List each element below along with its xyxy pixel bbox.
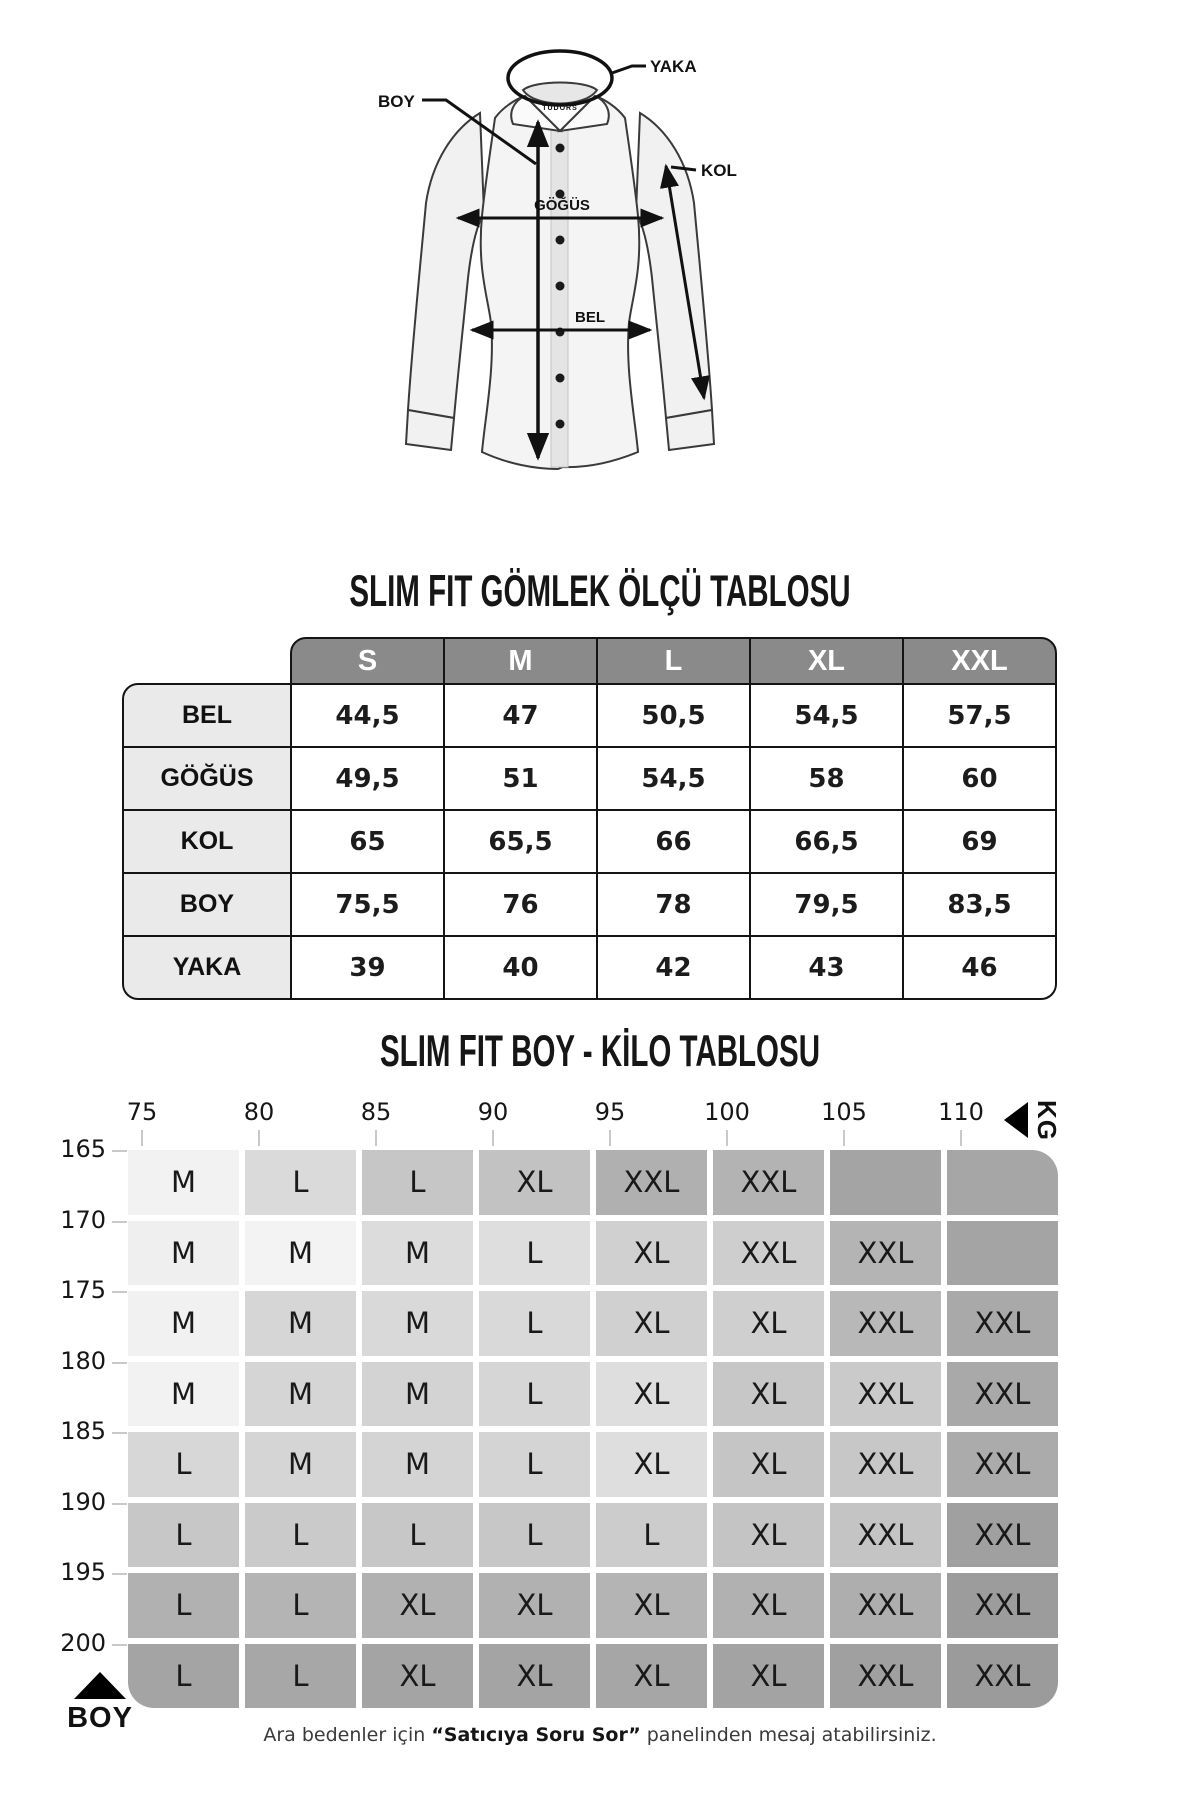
size-value-cell: 47 [443, 683, 598, 748]
fit-cell: M [362, 1291, 473, 1356]
size-value-cell: 78 [596, 872, 751, 937]
fit-cell: M [128, 1221, 239, 1286]
kg-tick-label: 75 [126, 1098, 158, 1126]
boy-tick-label: 180 [60, 1346, 106, 1375]
fit-cell: XL [713, 1573, 824, 1638]
brand-label: TUDORS [542, 105, 578, 112]
fit-cell: M [362, 1362, 473, 1427]
table-row [122, 683, 1057, 748]
shirt-diagram [330, 18, 790, 488]
boy-tick-mark [112, 1150, 127, 1152]
size-value-cell: 40 [443, 935, 598, 1000]
fit-cell: L [479, 1362, 590, 1427]
size-value-cell: 58 [749, 746, 904, 811]
footer-note [0, 1724, 1200, 1746]
size-col-header: S [290, 637, 445, 685]
boy-tick-label: 175 [60, 1276, 106, 1304]
fit-cell: L [362, 1150, 473, 1215]
fit-cell: L [128, 1432, 239, 1497]
boy-tick-label: 195 [60, 1558, 106, 1586]
fit-cell: L [479, 1432, 590, 1497]
size-value-cell: 51 [443, 746, 598, 811]
fit-cell: XXL [947, 1644, 1058, 1709]
size-col-header: M [443, 637, 598, 685]
fit-cell: L [245, 1150, 356, 1215]
kg-tick-label: 105 [821, 1098, 867, 1126]
size-value-cell: 49,5 [290, 746, 445, 811]
kg-tick-label: 100 [704, 1098, 750, 1126]
fit-cell: XXL [830, 1291, 941, 1356]
boy-tick-mark [112, 1432, 127, 1434]
size-value-cell: 39 [290, 935, 445, 1000]
fit-cell: XXL [830, 1432, 941, 1497]
kg-tick-mark [726, 1130, 728, 1146]
fit-cell: XXL [713, 1150, 824, 1215]
table-row [122, 935, 1057, 1000]
fit-cell: XL [596, 1291, 707, 1356]
boy-tick-label: 165 [60, 1135, 106, 1163]
fit-cell: XXL [947, 1291, 1058, 1356]
label-kol: KOL [701, 161, 737, 180]
fit-cell: XXL [830, 1362, 941, 1427]
fit-cell: XL [479, 1644, 590, 1709]
fit-cell: M [128, 1362, 239, 1427]
fit-cell: M [245, 1221, 356, 1286]
boy-tick-mark [112, 1573, 127, 1575]
size-table [122, 683, 1057, 1000]
table-row [122, 809, 1057, 874]
size-value-cell: 44,5 [290, 683, 445, 748]
boy-axis-unit: BOY [67, 1702, 133, 1734]
kg-tick-label: 85 [360, 1098, 392, 1126]
kg-tick-mark [960, 1130, 962, 1146]
size-value-cell: 79,5 [749, 872, 904, 937]
fit-cell: XL [596, 1573, 707, 1638]
fit-cell: XL [362, 1644, 473, 1709]
fit-cell: M [245, 1291, 356, 1356]
size-value-cell: 54,5 [596, 746, 751, 811]
fit-cell: M [245, 1362, 356, 1427]
fit-cell: L [128, 1573, 239, 1638]
fit-cell: XXL [713, 1221, 824, 1286]
size-col-header: XL [749, 637, 904, 685]
size-value-cell: 83,5 [902, 872, 1057, 937]
fit-cell: XXL [596, 1150, 707, 1215]
table-row [122, 746, 1057, 811]
fit-cell: XXL [830, 1503, 941, 1568]
boy-tick-mark [112, 1503, 127, 1505]
fit-cell: L [128, 1503, 239, 1568]
fit-cell: M [362, 1432, 473, 1497]
size-value-cell: 57,5 [902, 683, 1057, 748]
fit-cell: XL [713, 1362, 824, 1427]
kg-tick-mark [492, 1130, 494, 1146]
size-value-cell: 65 [290, 809, 445, 874]
kg-tick-label: 90 [477, 1098, 509, 1126]
fit-chart-title: SLIM FIT BOY - KİLO TABLOSU [379, 1026, 821, 1076]
fit-cell: XL [713, 1503, 824, 1568]
label-boy: BOY [378, 92, 415, 111]
size-value-cell: 50,5 [596, 683, 751, 748]
size-value-cell: 76 [443, 872, 598, 937]
footer-text-bold: “Satıcıya Soru Sor” [431, 1724, 641, 1746]
boy-tick-mark [112, 1644, 127, 1646]
kg-tick-mark [843, 1130, 845, 1146]
fit-cell: L [245, 1573, 356, 1638]
boy-tick-mark [112, 1221, 127, 1223]
fit-cell: XXL [830, 1644, 941, 1709]
fit-cell: XXL [947, 1503, 1058, 1568]
size-col-header: L [596, 637, 751, 685]
size-value-cell: 60 [902, 746, 1057, 811]
fit-cell: M [128, 1291, 239, 1356]
fit-cell: XL [596, 1432, 707, 1497]
size-value-cell: 43 [749, 935, 904, 1000]
fit-cell: L [479, 1503, 590, 1568]
fit-cell: XL [362, 1573, 473, 1638]
shirt-placket [551, 130, 568, 467]
row-label: BOY [122, 872, 292, 937]
kg-tick-label: 80 [243, 1098, 275, 1126]
label-yaka: YAKA [650, 57, 697, 76]
boy-tick-label: 185 [60, 1417, 106, 1445]
boy-tick-mark [112, 1291, 127, 1293]
size-value-cell: 54,5 [749, 683, 904, 748]
footer-text-after: panelinden mesaj atabilirsiniz. [640, 1724, 937, 1746]
fit-cell: L [479, 1221, 590, 1286]
kg-tick-label: 95 [594, 1098, 626, 1126]
size-value-cell: 66,5 [749, 809, 904, 874]
row-label: KOL [122, 809, 292, 874]
kg-tick-label: 110 [938, 1098, 984, 1126]
kg-tick-mark [609, 1130, 611, 1146]
size-value-cell: 65,5 [443, 809, 598, 874]
size-value-cell: 69 [902, 809, 1057, 874]
fit-cell: XL [479, 1150, 590, 1215]
fit-cell: XL [713, 1644, 824, 1709]
fit-cell: M [362, 1221, 473, 1286]
fit-cell [830, 1150, 941, 1215]
fit-cell: M [245, 1432, 356, 1497]
fit-cell: XXL [947, 1362, 1058, 1427]
fit-cell: L [128, 1644, 239, 1709]
fit-cell [947, 1221, 1058, 1286]
footer-text-before: Ara bedenler için [263, 1724, 432, 1746]
fit-cell: XXL [947, 1573, 1058, 1638]
kg-arrow-icon [1004, 1102, 1028, 1138]
fit-cell: XL [479, 1573, 590, 1638]
kg-tick-mark [141, 1130, 143, 1146]
boy-tick-label: 190 [60, 1487, 106, 1516]
fit-cell: L [362, 1503, 473, 1568]
table-row [122, 872, 1057, 937]
label-gogus: GÖĞÜS [534, 197, 590, 214]
size-value-cell: 46 [902, 935, 1057, 1000]
fit-cell: L [245, 1503, 356, 1568]
fit-cell: XXL [947, 1432, 1058, 1497]
row-label: YAKA [122, 935, 292, 1000]
size-value-cell: 42 [596, 935, 751, 1000]
boy-tick-label: 200 [60, 1628, 106, 1657]
kg-tick-mark [258, 1130, 260, 1146]
fit-cell: XL [596, 1362, 707, 1427]
fit-cell [947, 1150, 1058, 1215]
fit-cell: XXL [830, 1573, 941, 1638]
fit-cell: L [596, 1503, 707, 1568]
fit-cell: XL [713, 1291, 824, 1356]
fit-cell: XL [713, 1432, 824, 1497]
row-label: BEL [122, 683, 292, 748]
fit-cell: L [479, 1291, 590, 1356]
label-bel: BEL [575, 309, 605, 326]
size-col-header: XXL [902, 637, 1057, 685]
fit-cell: M [128, 1150, 239, 1215]
size-table-title: SLIM FIT GÖMLEK ÖLÇÜ TABLOSU [349, 566, 851, 616]
kg-tick-mark [375, 1130, 377, 1146]
size-value-cell: 75,5 [290, 872, 445, 937]
size-table-header [290, 637, 1057, 685]
fit-cell: XXL [830, 1221, 941, 1286]
row-label: GÖĞÜS [122, 746, 292, 811]
size-value-cell: 66 [596, 809, 751, 874]
fit-cell: L [245, 1644, 356, 1709]
boy-arrow-icon [74, 1672, 126, 1699]
boy-tick-mark [112, 1362, 127, 1364]
kg-axis-unit: KG [1032, 1100, 1062, 1141]
height-weight-grid [128, 1150, 1058, 1708]
boy-tick-label: 170 [60, 1205, 106, 1234]
fit-cell: XL [596, 1644, 707, 1709]
fit-cell: XL [596, 1221, 707, 1286]
